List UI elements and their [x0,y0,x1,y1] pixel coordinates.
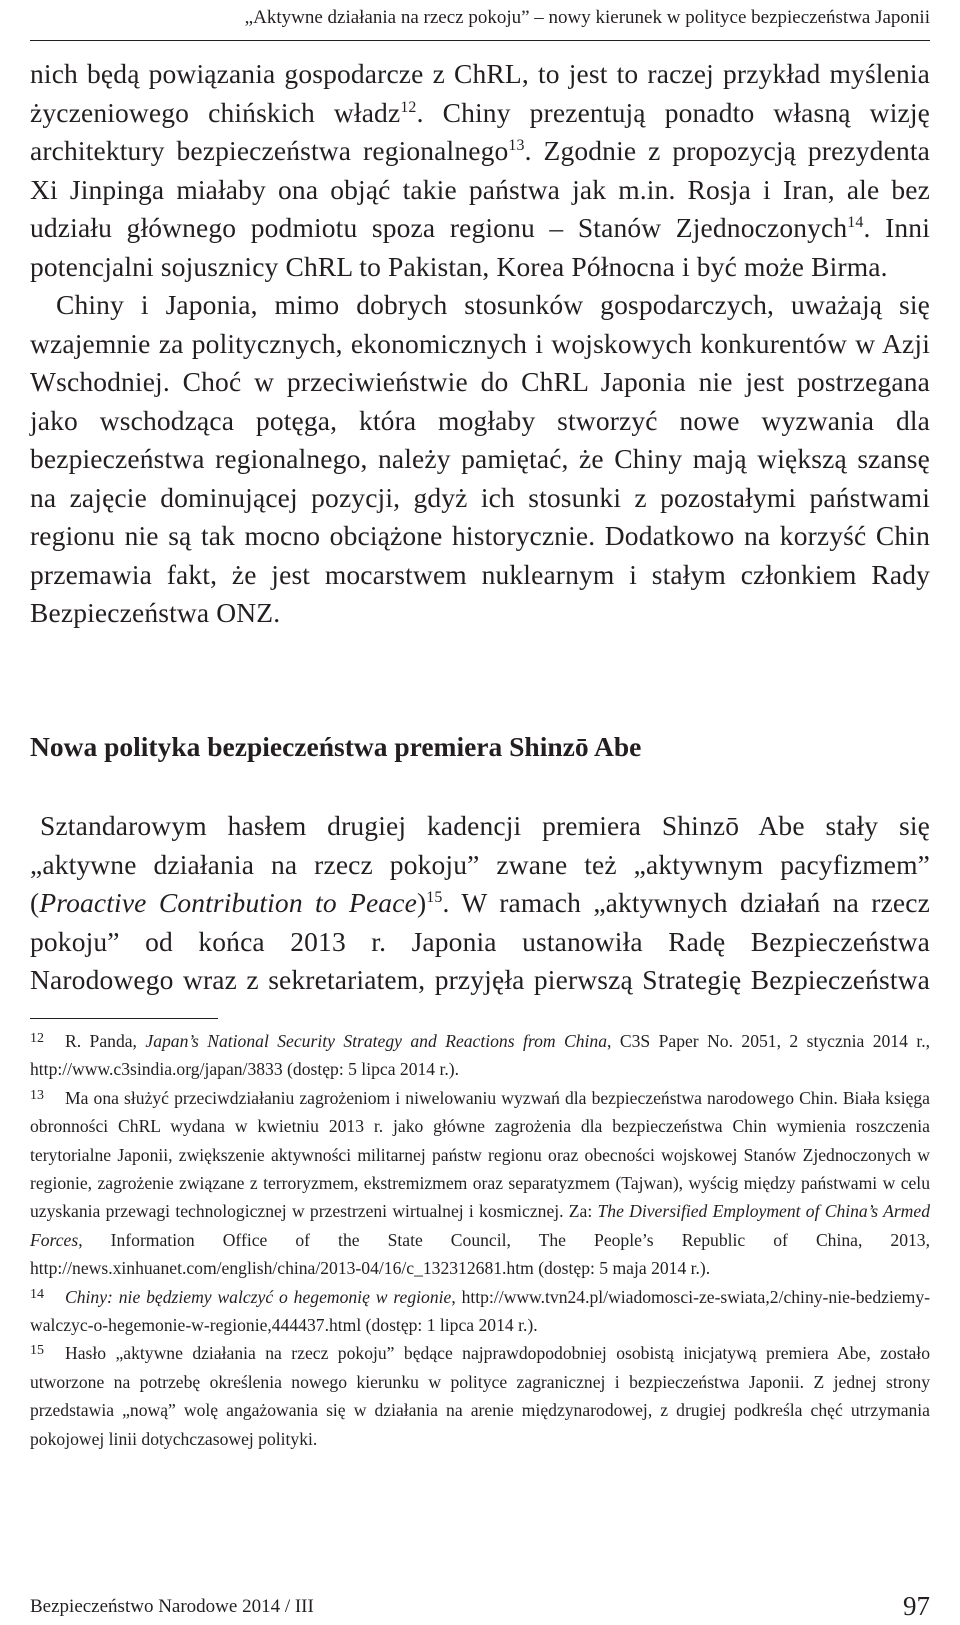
footnote-number: 12 [30,1031,44,1046]
running-title: „Aktywne działania na rzecz pokoju” – nowy kierunek w polityce bezpieczeństwa Japonii [244,7,930,28]
footnote-ref-12[interactable]: 12 [400,98,417,116]
footnote-ref-15[interactable]: 15 [426,888,443,906]
paragraph-china-japan: Chiny i Japonia, mimo dobrych stosunków gospodarczych, uważają się wzajemnie za politycznych, ekonomicznych i wojskowych konkurentów w Azji Wschodniej. Choć w przeciwieństwie do ChRL Japonia nie jest postrzegana jako wschodząca potęga, która mogłaby stworzyć nowe wyzwania dla bezpieczeństwa regionalnego, należy pamiętać, że Chiny mają większą szansę na zajęcie dominującej pozycji, gdyż ich stosunki z pozostałymi państwami regionu nie są tak mocno obciążone historycznie. Dodatkowo na korzyść Chin przemawia fakt, że jest mocarstwem nuklearnym i stałym członkiem Rady Bezpieczeństwa ONZ. [30,289,930,628]
footnote-number: 15 [30,1343,44,1359]
running-header [30,4,930,41]
paragraph-continuation: nich będą powiązania gospodarcze z ChRL, to jest to raczej przykład myślenia życzeniowego chińskich władz$^{12}$. Chiny prezentują ponadto własną wizję architektury bezpieczeństwa regionalnego$^{13}$. Zgodnie z propozycją prezydenta Xi Jinpinga miałaby ona objąć takie państwa jak m.in. Rosja i Iran, ale bez udziału głównego podmiotu spoza regionu – Stanów Zjednoczonych$^{14}$. Inni potencjalni sojusznicy ChRL to Pakistan, Korea Północna i być może Birma. [30,58,931,282]
italic-term: Proactive Contribution to Peace [39,887,417,918]
body-text-top [30,55,930,633]
body-text-section [30,807,930,1000]
footnote-15: 15 Hasło „aktywne działania na rzecz pokoju” będące najprawdopodobniej osobistą inicjatywą premiera Abe, zostało utworzone na potrzebę określenia nowego kierunku w polityce zagranicznej i bezpieczeństwa Japonii. Z jednej strony przedstawia „nową” wolę angażowania się w działania na arenie międzynarodowej, z drugiej podkreśla chęć utrzymania pokojowej linii dotychczasowej polityki. [30,1339,930,1453]
footnote-14: 14 Chiny: nie będziemy walczyć o hegemonię w regionie, http://www.tvn24.pl/wiadomosci-ze-swiata,2/chiny-nie-bedziemy-walczyc-o-hegemonie-w-regionie,444437.html (dostęp: 1 lipca 2014 r.). [30,1283,930,1340]
footnote-number: 13 [30,1087,44,1103]
page-number: 97 [903,1591,930,1621]
footnotes [30,1027,930,1453]
paragraph-abe-policy: Sztandarowym hasłem drugiej kadencji premiera Shinzō Abe stały się „aktywne działania na rzecz pokoju” zwane też „aktywnym pacyfizmem” (Proactive Contribution to Peace)$^{15}$. W ramach „aktywnych działań na rzecz pokoju” od końca 2013 r. Japonia ustanowiła Radę Bezpieczeństwa Narodowego wraz z sekretariatem, przyjęła pierwszą Strategię Bezpieczeństwa [30,810,930,995]
footnote-ref-13[interactable]: 13 [508,136,525,154]
footnote-number: 14 [30,1286,44,1302]
section-heading: Nowa polityka bezpieczeństwa premiera Shinzō Abe [30,731,642,762]
footnote-ref-14[interactable]: 14 [847,213,864,231]
page-footer [30,1590,930,1620]
footnote-12: 12 R. Panda, Japan’s National Security Strategy and Reactions from China, C3S Paper No. 2051, 2 stycznia 2014 r., http://www.c3sindia.org/japan/3833 (dostęp: 5 lipca 2014 r.). [30,1027,930,1084]
journal-name: Bezpieczeństwo Narodowe 2014 / III [30,1596,314,1617]
footnote-separator [30,1018,218,1019]
footnote-13: 13 Ma ona służyć przeciwdziałaniu zagrożeniom i niwelowaniu wyzwań dla bezpieczeństwa narodowego Chin. Biała księga obronności ChRL wydana w kwietniu 2013 r. jako główne zagrożenia dla bezpieczeństwa Chin wymienia roszczenia terytorialne Japonii, zwiększenie aktywności militarnej państw regionu oraz obecności wojskowej Stanów Zjednoczonych w regionie, zagrożenie związane z terroryzmem, ekstremizmem oraz separatyzmem (Tajwan), wyścig między państwami w celu uzyskania przewagi technologicznej w przestrzeni wirtualnej i kosmicznej. Za: The Diversified Employment of China’s Armed Forces, Information Office of the State Council, The People’s Republic of China, 2013, http://news.xinhuanet.com/english/china/2013-04/16/c_132312681.htm (dostęp: 5 maja 2014 r.). [30,1084,930,1283]
